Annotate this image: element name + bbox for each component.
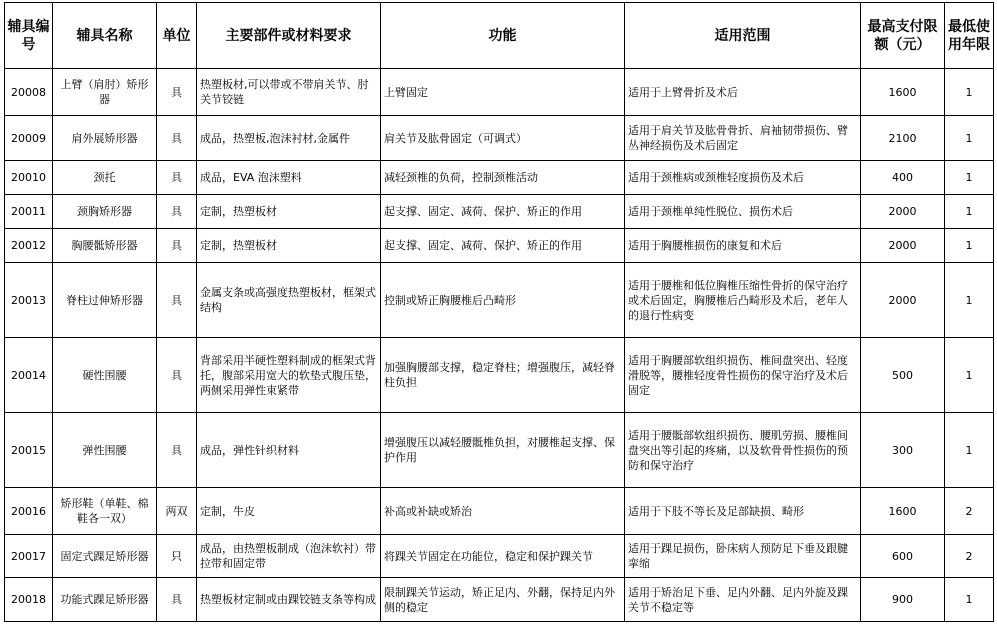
cell-unit: 具 — [157, 338, 197, 413]
cell-code: 20014 — [5, 338, 53, 413]
cell-code: 20011 — [5, 195, 53, 229]
cell-limit: 400 — [861, 161, 945, 195]
cell-material: 热塑板材,可以带或不带肩关节、肘关节铰链 — [197, 69, 381, 116]
cell-name: 颈胸矫形器 — [53, 195, 157, 229]
cell-scope: 适用于腰椎和低位胸椎压缩性骨折的保守治疗或术后固定，胸腰椎后凸畸形及术后，老年人的退行性病变 — [625, 263, 861, 338]
cell-scope: 适用于颈椎单纯性脱位、损伤术后 — [625, 195, 861, 229]
cell-limit: 1600 — [861, 69, 945, 116]
cell-function: 肩关节及肱骨固定（可调式） — [381, 116, 625, 161]
table-row — [5, 535, 994, 578]
cell-name: 颈托 — [53, 161, 157, 195]
cell-years: 1 — [945, 116, 994, 161]
cell-name: 固定式踝足矫形器 — [53, 535, 157, 578]
table-row — [5, 116, 994, 161]
cell-code: 20008 — [5, 69, 53, 116]
table-row — [5, 338, 994, 413]
cell-code: 20012 — [5, 229, 53, 263]
cell-unit: 两双 — [157, 488, 197, 535]
cell-unit: 具 — [157, 116, 197, 161]
table-row — [5, 578, 994, 622]
cell-years: 1 — [945, 229, 994, 263]
cell-unit: 具 — [157, 161, 197, 195]
cell-material: 定制，热塑板材 — [197, 229, 381, 263]
cell-name: 硬性围腰 — [53, 338, 157, 413]
cell-scope: 适用于矫治足下垂、足内外翻、足内外旋及踝关节不稳定等 — [625, 578, 861, 622]
cell-material: 定制，热塑板材 — [197, 195, 381, 229]
cell-material: 热塑板材定制或由踝铰链支条等构成 — [197, 578, 381, 622]
cell-limit: 2100 — [861, 116, 945, 161]
table-row — [5, 229, 994, 263]
cell-name: 功能式踝足矫形器 — [53, 578, 157, 622]
table-row — [5, 195, 994, 229]
cell-name: 胸腰骶矫形器 — [53, 229, 157, 263]
header-scope: 适用范围 — [625, 3, 861, 69]
cell-years: 1 — [945, 413, 994, 488]
cell-years: 1 — [945, 195, 994, 229]
cell-code: 20010 — [5, 161, 53, 195]
cell-limit: 2000 — [861, 195, 945, 229]
cell-unit: 只 — [157, 535, 197, 578]
cell-name: 弹性围腰 — [53, 413, 157, 488]
table-row — [5, 69, 994, 116]
cell-function: 减轻颈椎的负荷，控制颈椎活动 — [381, 161, 625, 195]
cell-limit: 2000 — [861, 263, 945, 338]
cell-material: 成品，弹性针织材料 — [197, 413, 381, 488]
cell-scope: 适用于胸腰部软组织损伤、椎间盘突出、轻度滑脱等，腰椎轻度骨性损伤的保守治疗及术后固定 — [625, 338, 861, 413]
cell-unit: 具 — [157, 263, 197, 338]
cell-years: 1 — [945, 161, 994, 195]
cell-limit: 900 — [861, 578, 945, 622]
header-code: 辅具编号 — [5, 3, 53, 69]
cell-scope: 适用于上臂骨折及术后 — [625, 69, 861, 116]
table-row — [5, 413, 994, 488]
cell-code: 20009 — [5, 116, 53, 161]
cell-material: 成品，热塑板,泡沫衬材,金属件 — [197, 116, 381, 161]
cell-material: 成品，由热塑板制成（泡沫软衬）带拉带和固定带 — [197, 535, 381, 578]
cell-function: 将踝关节固定在功能位，稳定和保护踝关节 — [381, 535, 625, 578]
cell-name: 脊柱过伸矫形器 — [53, 263, 157, 338]
cell-scope: 适用于肩关节及肱骨骨折、肩袖韧带损伤、臂丛神经损伤及术后固定 — [625, 116, 861, 161]
cell-scope: 适用于颈椎病或颈椎轻度损伤及术后 — [625, 161, 861, 195]
cell-scope: 适用于胸腰椎损伤的康复和术后 — [625, 229, 861, 263]
cell-function: 补高或补缺或矫治 — [381, 488, 625, 535]
cell-name: 肩外展矫形器 — [53, 116, 157, 161]
header-row — [5, 3, 994, 69]
cell-limit: 600 — [861, 535, 945, 578]
cell-code: 20018 — [5, 578, 53, 622]
cell-years: 2 — [945, 535, 994, 578]
cell-material: 成品，EVA 泡沫塑料 — [197, 161, 381, 195]
cell-material: 金属支条或高强度热塑板材，框架式结构 — [197, 263, 381, 338]
table-row — [5, 263, 994, 338]
cell-scope: 适用于下肢不等长及足部缺损、畸形 — [625, 488, 861, 535]
header-function: 功能 — [381, 3, 625, 69]
cell-function: 起支撑、固定、减荷、保护、矫正的作用 — [381, 229, 625, 263]
cell-function: 增强腹压以减轻腰骶椎负担，对腰椎起支撑、保护作用 — [381, 413, 625, 488]
cell-material: 背部采用半硬性塑料制成的框架式背托，腹部采用宽大的软垫式腹压垫，两侧采用弹性束紧带 — [197, 338, 381, 413]
cell-function: 加强胸腰部支撑，稳定脊柱；增强腹压，减轻脊柱负担 — [381, 338, 625, 413]
cell-unit: 具 — [157, 69, 197, 116]
table-row — [5, 488, 994, 535]
cell-name: 矫形鞋（单鞋、棉鞋各一双） — [53, 488, 157, 535]
header-material: 主要部件或材料要求 — [197, 3, 381, 69]
cell-unit: 具 — [157, 229, 197, 263]
assistive-device-table — [4, 2, 994, 622]
cell-limit: 300 — [861, 413, 945, 488]
header-name: 辅具名称 — [53, 3, 157, 69]
cell-years: 1 — [945, 263, 994, 338]
cell-years: 1 — [945, 578, 994, 622]
cell-limit: 1600 — [861, 488, 945, 535]
table-row — [5, 161, 994, 195]
cell-code: 20017 — [5, 535, 53, 578]
cell-material: 定制，牛皮 — [197, 488, 381, 535]
cell-function: 限制踝关节运动，矫正足内、外翻，保持足内外侧的稳定 — [381, 578, 625, 622]
cell-unit: 具 — [157, 195, 197, 229]
cell-scope: 适用于腰骶部软组织损伤、腰肌劳损、腰椎间盘突出等引起的疼痛，以及软骨骨性损伤的预防和保守治疗 — [625, 413, 861, 488]
cell-years: 1 — [945, 338, 994, 413]
cell-function: 起支撑、固定、减荷、保护、矫正的作用 — [381, 195, 625, 229]
cell-years: 1 — [945, 69, 994, 116]
cell-limit: 2000 — [861, 229, 945, 263]
cell-code: 20015 — [5, 413, 53, 488]
cell-unit: 具 — [157, 413, 197, 488]
cell-limit: 500 — [861, 338, 945, 413]
cell-function: 控制或矫正胸腰椎后凸畸形 — [381, 263, 625, 338]
cell-function: 上臂固定 — [381, 69, 625, 116]
header-years: 最低使用年限 — [945, 3, 994, 69]
cell-years: 2 — [945, 488, 994, 535]
cell-name: 上臂（肩肘）矫形器 — [53, 69, 157, 116]
cell-scope: 适用于踝足损伤，卧床病人预防足下垂及跟腱挛缩 — [625, 535, 861, 578]
cell-code: 20016 — [5, 488, 53, 535]
cell-code: 20013 — [5, 263, 53, 338]
cell-unit: 具 — [157, 578, 197, 622]
header-limit: 最高支付限额（元） — [861, 3, 945, 69]
header-unit: 单位 — [157, 3, 197, 69]
